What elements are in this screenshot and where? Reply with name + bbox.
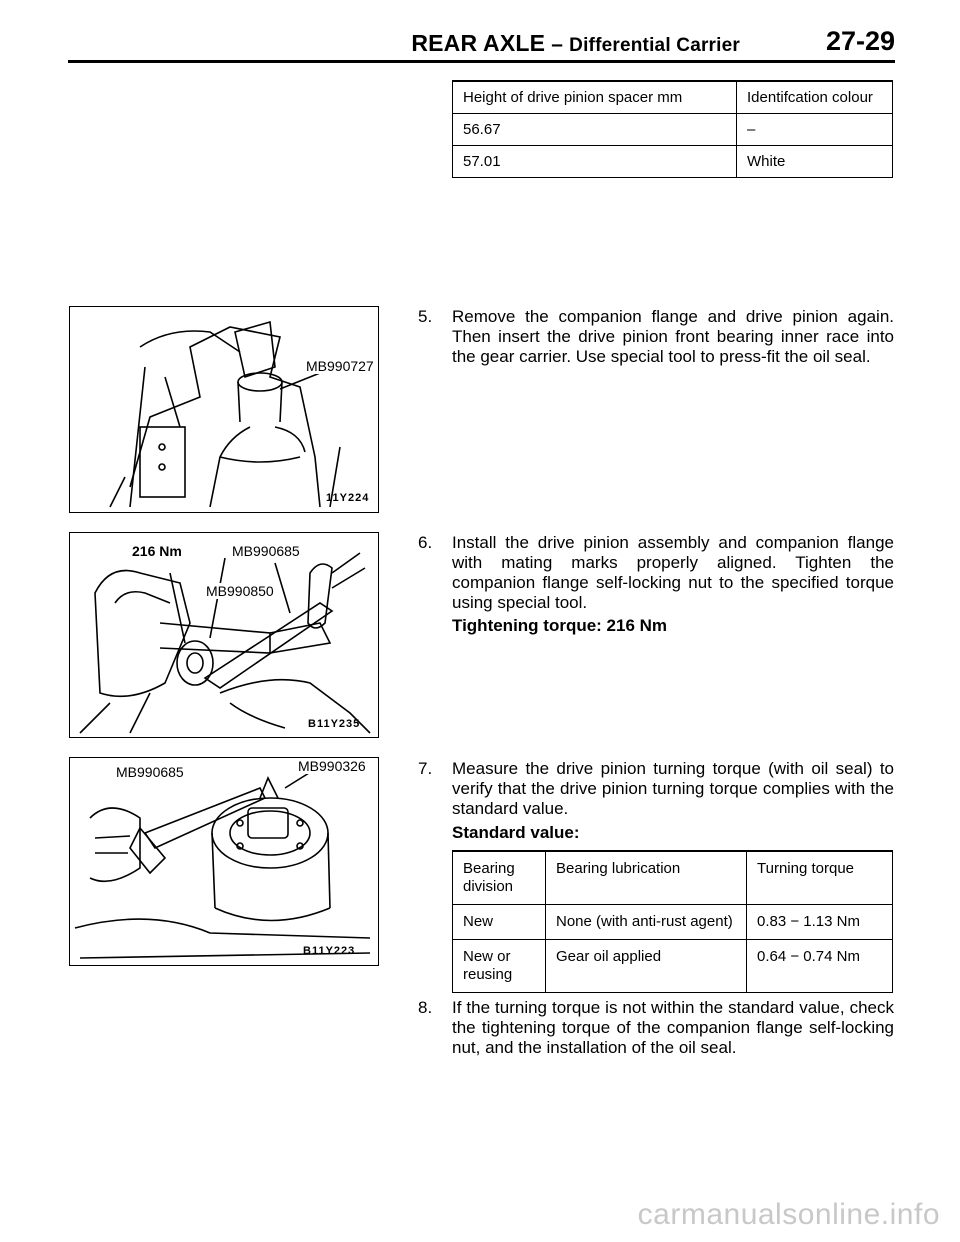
spacer-table	[452, 80, 893, 178]
figure-illustration	[70, 533, 378, 737]
figure-label: MB990685	[116, 764, 184, 780]
step-6	[418, 533, 894, 613]
page-number: 27-29	[825, 26, 895, 56]
figure-label: MB990850	[206, 583, 274, 599]
figure-label: 216 Nm	[132, 543, 182, 559]
turning-torque-table	[452, 850, 893, 993]
step-text: Measure the drive pinion turning torque (with oil seal) to verify that the drive pinion turning torque complies with the standard value.	[452, 759, 894, 818]
table-header-cell: Bearing lubrication	[546, 851, 747, 905]
figure-label: MB990326	[298, 758, 366, 774]
figure-turning-torque-measure	[69, 757, 379, 966]
table-header-row	[453, 81, 893, 114]
table-cell: None (with anti-rust agent)	[546, 905, 747, 940]
figure-code: 11Y224	[326, 492, 370, 504]
subsection-title: Differential Carrier	[569, 35, 740, 56]
step-5	[418, 307, 894, 367]
table-header-cell: Bearing division	[453, 851, 546, 905]
step-number: 5.	[418, 307, 433, 326]
figure-code: B11Y223	[303, 945, 356, 957]
table-cell: 0.83 − 1.13 Nm	[747, 905, 893, 940]
tightening-torque: Tightening torque: 216 Nm	[452, 616, 668, 635]
table-row	[453, 146, 893, 178]
step-7	[418, 759, 894, 819]
table-row	[453, 905, 893, 940]
table-cell: –	[737, 114, 893, 146]
table-cell: 56.67	[453, 114, 737, 146]
step-number: 8.	[418, 998, 433, 1017]
section-header	[0, 30, 740, 57]
table-cell: 0.64 − 0.74 Nm	[747, 940, 893, 993]
step-text: Install the drive pinion assembly and companion flange with mating marks properly aligned. Tighten the companion flange self-locking nut to the specified torque using special tool.	[452, 533, 894, 612]
step-text: Remove the companion flange and drive pinion again. Then insert the drive pinion front bearing inner race into the gear carrier. Use special tool to press-fit the oil seal.	[452, 307, 894, 366]
figure-illustration	[70, 307, 378, 512]
table-cell: Gear oil applied	[546, 940, 747, 993]
table-cell: 57.01	[453, 146, 737, 178]
step-text: If the turning torque is not within the standard value, check the tightening torque of the companion flange self-locking nut, and the installation of the oil seal.	[452, 998, 894, 1057]
table-cell: New or reusing	[453, 940, 546, 993]
step-number: 7.	[418, 759, 433, 778]
table-header-row	[453, 851, 893, 905]
figure-illustration	[70, 758, 378, 965]
table-cell: New	[453, 905, 546, 940]
figure-companion-flange-nut	[69, 532, 379, 738]
standard-value-label: Standard value:	[452, 823, 580, 842]
header-separator: –	[551, 33, 564, 56]
figure-code: B11Y235	[308, 718, 361, 730]
table-header-cell: Height of drive pinion spacer mm	[453, 81, 737, 114]
figure-label: MB990727	[306, 358, 374, 374]
step-number: 6.	[418, 533, 433, 552]
table-row	[453, 114, 893, 146]
table-header-cell: Turning torque	[747, 851, 893, 905]
table-cell: White	[737, 146, 893, 178]
figure-oil-seal-press-fit	[69, 306, 379, 513]
section-title: REAR AXLE	[411, 30, 546, 56]
table-row	[453, 940, 893, 993]
watermark: carmanualsonline.info	[637, 1198, 940, 1231]
step-8	[418, 998, 894, 1058]
header-rule	[68, 60, 895, 63]
figure-label: MB990685	[232, 543, 300, 559]
table-header-cell: Identifcation colour	[737, 81, 893, 114]
